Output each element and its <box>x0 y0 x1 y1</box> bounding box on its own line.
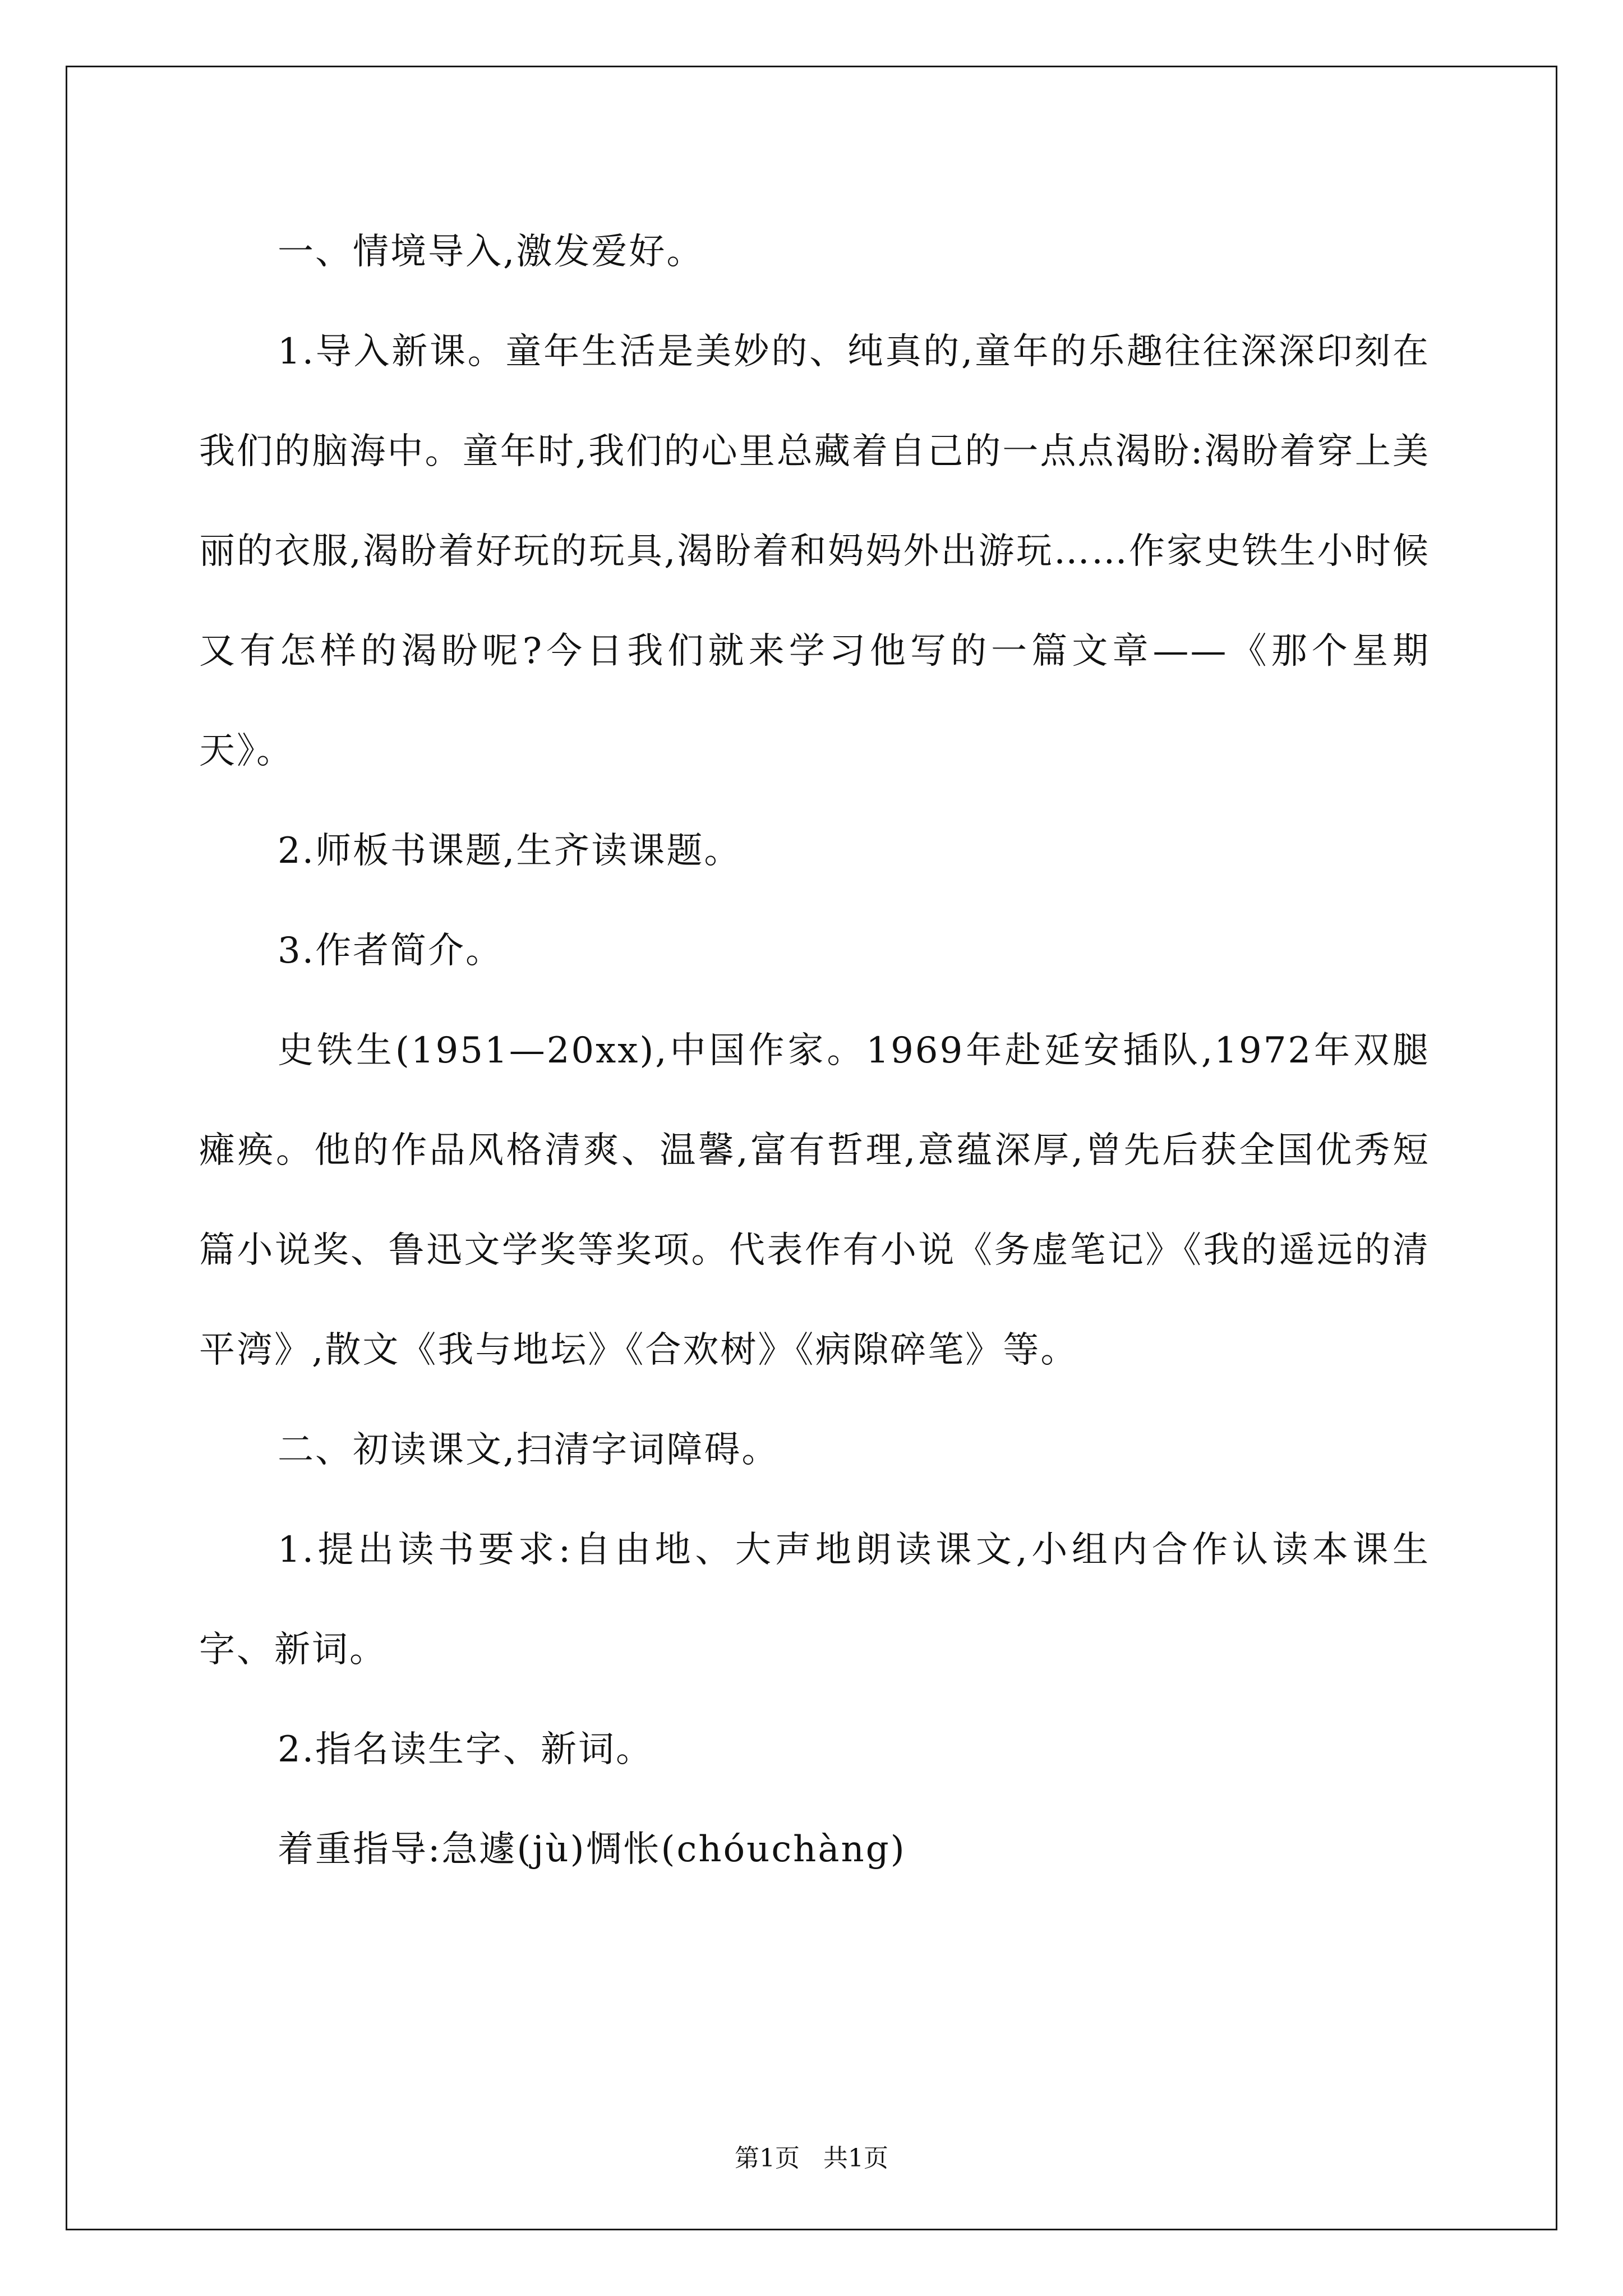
paragraph-read-new-words: 2.指名读生字、新词。 <box>278 1729 654 1770</box>
paragraph-reading-requirements: 1.提出读书要求:自由地、大声地朗读课文,小组内合作认读本课生字、新词。 <box>199 1529 1430 1671</box>
paragraph-author-bio: 史铁生(1951—20xx),中国作家。1969年赴延安插队,1972年双腿瘫痪。他的作品风格清爽、温馨,富有哲理,意蕴深厚,曾先后获全国优秀短篇小说奖、鲁迅文学奖等奖项。代表作有小说《务虚笔记》《我的遥远的清平湾》,散文《我与地坛》《合欢树》《病隙碎笔》等。 <box>199 1030 1430 1371</box>
paragraph-intro: 1.导入新课。童年生活是美妙的、纯真的,童年的乐趣往往深深印刻在我们的脑海中。童年时,我们的心里总藏着自己的一点点渴盼:渴盼着穿上美丽的衣服,渴盼着好玩的玩具,渴盼着和妈妈外出游玩……作家史铁生小时候又有怎样的渴盼呢?今日我们就来学习他写的一篇文章——《那个星期天》。 <box>199 331 1430 772</box>
paragraph-pronunciation-guide: 着重指导:急遽(jù)惆怅(chóuchàng) <box>278 1829 906 1870</box>
section-heading-1: 一、情境导入,激发爱好。 <box>278 231 704 273</box>
paragraph-author-heading: 3.作者简介。 <box>278 930 504 972</box>
paragraph-title-writing: 2.师板书课题,生齐读课题。 <box>278 830 742 872</box>
section-heading-2: 二、初读课文,扫清字词障碍。 <box>278 1429 780 1471</box>
page-number-footer: 第1页 共1页 <box>735 2144 888 2173</box>
document-body <box>199 202 1430 1899</box>
